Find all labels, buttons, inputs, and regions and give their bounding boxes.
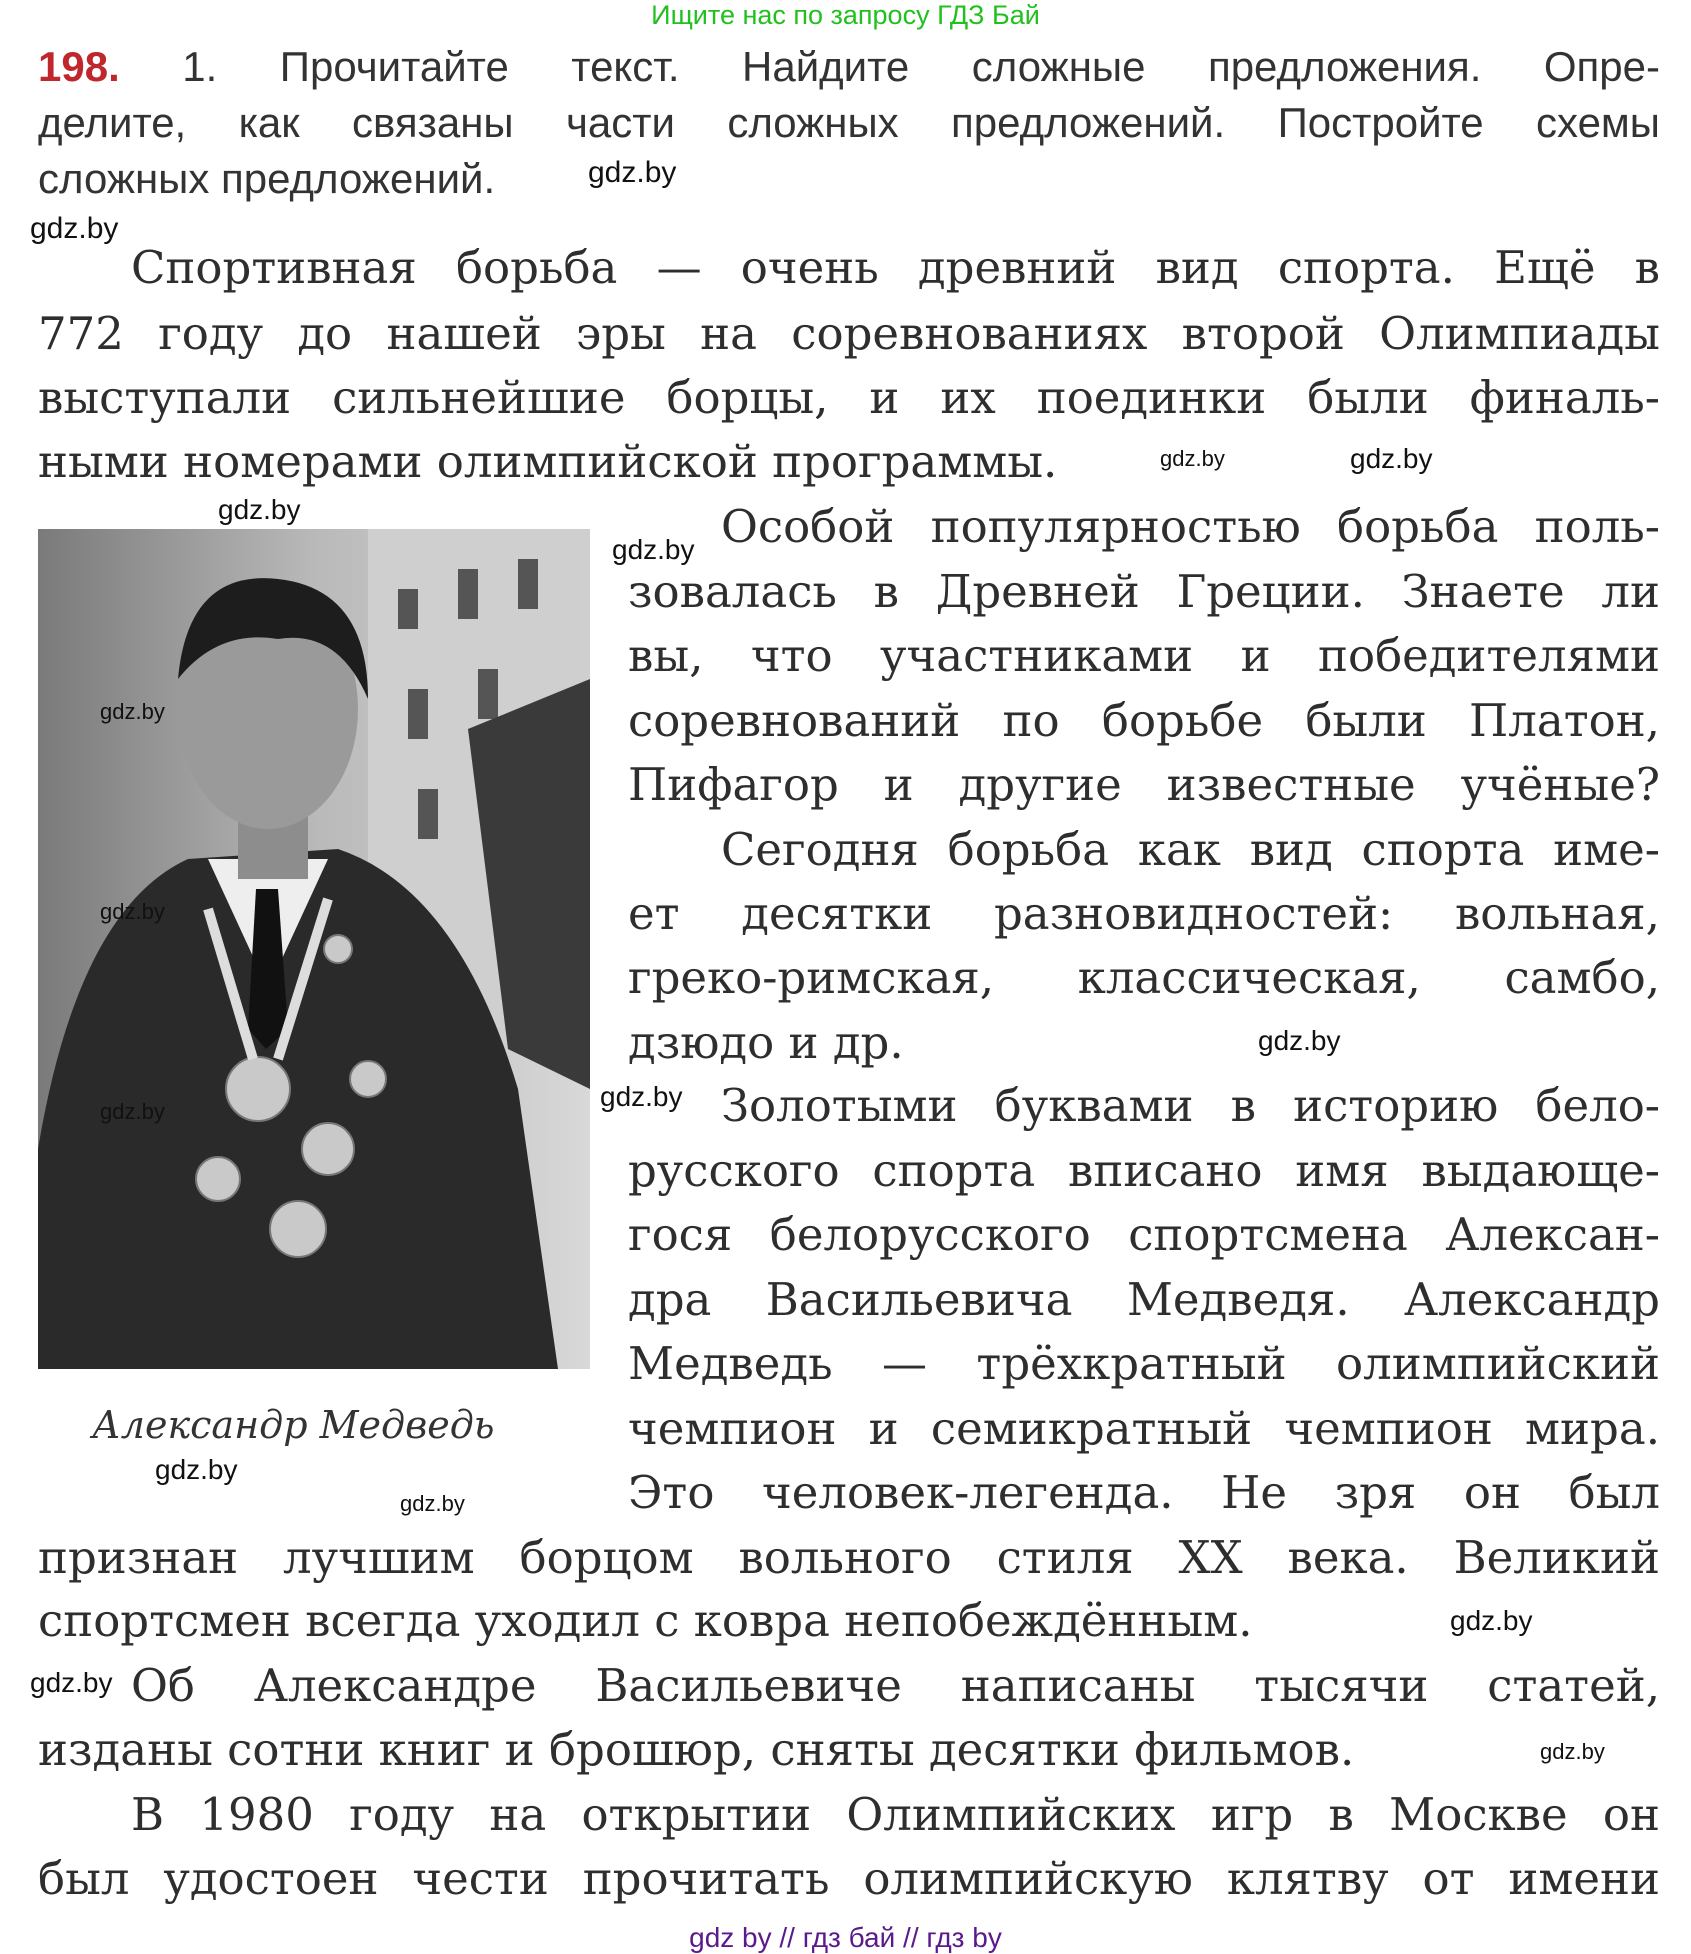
- text-line: В 1980 году на открытии Олимпийских игр в Москве он: [131, 1788, 1660, 1841]
- text-line: признан лучшим борцом вольного стиля XX века. Великий: [38, 1531, 1660, 1584]
- text-line: Особой популярностью борьба поль-: [721, 500, 1660, 553]
- gdz-watermark: gdz.by: [1450, 1605, 1533, 1636]
- gdz-watermark: gdz.by: [1350, 443, 1433, 474]
- text-line: Медведь — трёхкратный олимпийский: [628, 1337, 1660, 1390]
- task-line-1: [38, 39, 1660, 95]
- text-line: дзюдо и др.: [628, 1016, 904, 1069]
- gdz-watermark: gdz.by: [100, 1099, 165, 1124]
- task-text: 1. Прочитайте текст. Найдите сложные предложения. Опре-: [182, 43, 1660, 90]
- text-line: ет десятки разновидностей: вольная,: [628, 887, 1660, 940]
- text-line: Сегодня борьба как вид спорта име-: [721, 823, 1660, 876]
- text-line: соревнований по борьбе были Платон,: [628, 694, 1660, 747]
- text-line: Золотыми буквами в историю бело-: [721, 1079, 1660, 1132]
- gdz-watermark: gdz.by: [588, 156, 677, 189]
- text-line: был удостоен чести прочитать олимпийскую клятву от имени: [38, 1852, 1660, 1905]
- text-line: Это человек-легенда. Не зря он был: [628, 1466, 1660, 1519]
- gdz-watermark: gdz.by: [400, 1491, 465, 1516]
- text-line: греко-римская, классическая, самбо,: [628, 951, 1660, 1004]
- text-line: спортсмен всегда уходил с ковра непобеждённым.: [38, 1594, 1253, 1647]
- text-line: вы, что участниками и победителями: [628, 629, 1660, 682]
- text-line: Об Александре Васильевиче написаны тысячи статей,: [131, 1659, 1660, 1712]
- header-watermark: Ищите нас по запросу ГДЗ Бай: [651, 0, 1040, 30]
- photo-caption: Александр Медведь: [92, 1403, 495, 1447]
- task-line-3: сложных предложений.: [38, 155, 496, 202]
- task-line-2: делите, как связаны части сложных предложений. Постройте схемы: [38, 99, 1660, 146]
- text-line: Спортивная борьба — очень древний вид спорта. Ещё в: [131, 241, 1660, 294]
- text-line: зовалась в Древней Греции. Знаете ли: [628, 565, 1660, 618]
- text-line: чемпион и семикратный чемпион мира.: [628, 1402, 1660, 1455]
- gdz-watermark: gdz.by: [155, 1454, 238, 1485]
- text-line: гося белорусского спортсмена Алексан-: [628, 1208, 1660, 1261]
- gdz-watermark: gdz.by: [1258, 1025, 1341, 1056]
- gdz-watermark: gdz.by: [218, 494, 301, 525]
- footer-watermark: gdz by // гдз бай // гдз by: [689, 1922, 1002, 1953]
- text-line: Пифагор и другие известные учёные?: [628, 758, 1660, 811]
- gdz-watermark: gdz.by: [612, 534, 695, 565]
- gdz-watermark: gdz.by: [30, 212, 119, 245]
- gdz-watermark: gdz.by: [600, 1081, 683, 1112]
- text-line: ными номерами олимпийской программы.: [38, 435, 1058, 488]
- gdz-watermark: gdz.by: [30, 1667, 113, 1698]
- text-line: выступали сильнейшие борцы, и их поединки были финаль-: [38, 371, 1660, 424]
- gdz-watermark: gdz.by: [1160, 446, 1225, 471]
- text-line: дра Васильевича Медведя. Александр: [628, 1273, 1660, 1326]
- text-line: 772 году до нашей эры на соревнованиях второй Олимпиады: [38, 307, 1660, 360]
- photo-alexander-medved: [38, 529, 590, 1369]
- text-line: изданы сотни книг и брошюр, сняты десятки фильмов.: [38, 1723, 1355, 1776]
- gdz-watermark: gdz.by: [100, 899, 165, 924]
- exercise-number: 198.: [38, 43, 120, 90]
- text-line: русского спорта вписано имя выдающе-: [628, 1144, 1660, 1197]
- gdz-watermark: gdz.by: [1540, 1739, 1605, 1764]
- gdz-watermark: gdz.by: [100, 699, 165, 724]
